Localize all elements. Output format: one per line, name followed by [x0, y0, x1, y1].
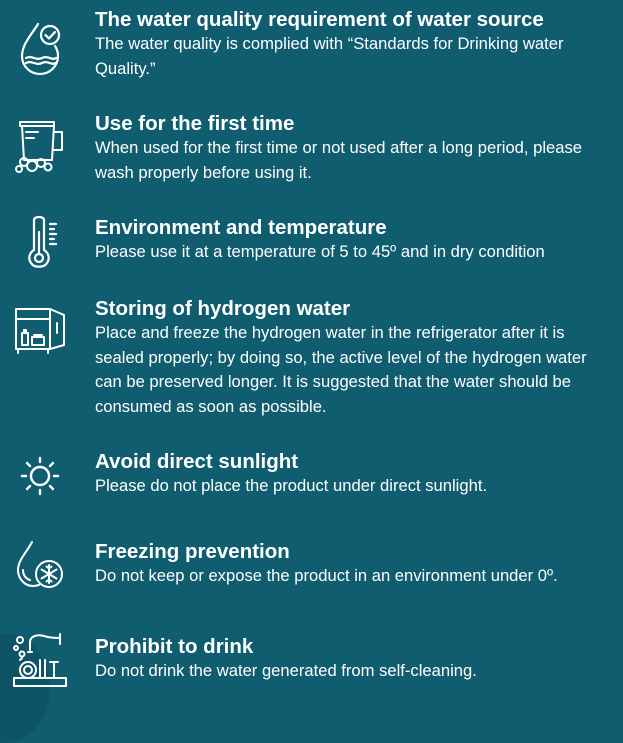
item-title: Avoid direct sunlight — [95, 450, 299, 473]
item-title: Freezing prevention — [95, 540, 290, 563]
item-description: Do not drink the water generated from self-cleaning. — [95, 661, 477, 680]
drop-snowflake-icon — [10, 536, 70, 596]
faucet-dishes-icon — [10, 630, 70, 690]
item-description: When used for the first time or not used after a long period, please wash properly before using it. — [95, 138, 583, 182]
pitcher-wash-icon — [10, 116, 70, 176]
item-title: Use for the first time — [95, 112, 295, 135]
item-title: Environment and temperature — [95, 216, 387, 239]
water-drop-check-icon — [10, 18, 70, 78]
thermometer-icon — [10, 212, 70, 272]
refrigerator-icon — [10, 305, 70, 365]
item-description: The water quality is complied with “Standards for Drinking water Quality.” — [95, 34, 564, 78]
item-description: Please do not place the product under direct sunlight. — [95, 476, 488, 495]
sun-icon — [10, 446, 70, 506]
item-title: Prohibit to drink — [95, 635, 254, 658]
item-description: Place and freeze the hydrogen water in the refrigerator after it is sealed properly; by doing so, the active level of the hydrogen water can be preserved longer. It is suggested that the water should be consumed as soon as possible. — [95, 323, 587, 416]
item-description: Do not keep or expose the product in an environment under 0º. — [95, 566, 558, 585]
item-description: Please use it at a temperature of 5 to 45º and in dry condition — [95, 242, 545, 261]
item-title: The water quality requirement of water source — [95, 8, 544, 31]
item-title: Storing of hydrogen water — [95, 297, 351, 320]
